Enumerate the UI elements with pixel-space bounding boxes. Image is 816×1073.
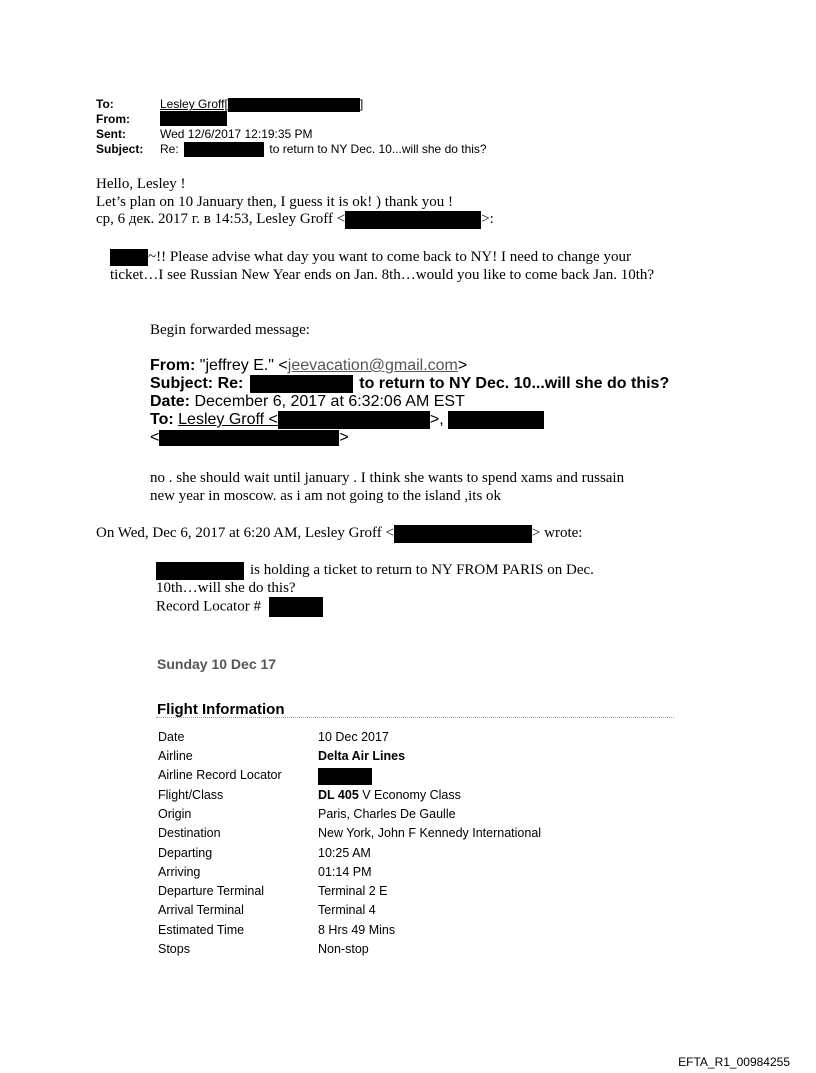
forward-body-1: no . she should wait until january . I think she wants to spend xams and russain [150, 470, 625, 486]
forward-from: From: "jeffrey E." <jeevacation@gmail.com> [150, 357, 468, 374]
holding-line-2: 10th…will she do this? [156, 580, 296, 596]
flight-info-title: Flight Information [157, 701, 285, 718]
redaction-block [269, 597, 323, 617]
forward-to: To: Lesley Groff < >, [150, 411, 544, 429]
redaction-block [156, 562, 244, 580]
redaction-block [110, 249, 148, 266]
from-label: From: [96, 112, 130, 126]
redaction-block [159, 430, 339, 446]
sent-label: Sent: [96, 127, 126, 141]
forward-date: Date: December 6, 2017 at 6:32:06 AM EST [150, 393, 465, 410]
redaction-block [345, 211, 481, 229]
subject-value: Re: to return to NY Dec. 10...will she do this? [160, 142, 487, 156]
section-divider [156, 717, 674, 718]
sent-value: Wed 12/6/2017 12:19:35 PM [160, 127, 313, 141]
redaction-block [278, 411, 430, 429]
to-label: To: [96, 97, 114, 111]
holding-line-1: is holding a ticket to return to NY FROM PARIS on Dec. [156, 561, 594, 580]
to-value: Lesley Groff[ ] [160, 97, 364, 111]
quoted-line-1: ~!! Please advise what day you want to come back to NY! I need to change your [110, 248, 631, 266]
email-link[interactable]: jeevacation@gmail.com [287, 357, 458, 374]
record-locator-line: Record Locator # [156, 597, 323, 617]
reply-text: Let’s plan on 10 January then, I guess it is ok! ) thank you ! [96, 194, 454, 210]
itinerary-date-heading: Sunday 10 Dec 17 [157, 656, 277, 672]
quoted-line-2: ticket…I see Russian New Year ends on Jan. 8th…would you like to come back Jan. 10th? [110, 267, 655, 283]
forward-subject: Subject: Re: to return to NY Dec. 10...will she do this? [150, 375, 670, 393]
reply-attribution: ср, 6 дек. 2017 г. в 14:53, Lesley Groff < >: [96, 211, 494, 227]
wrote-line: On Wed, Dec 6, 2017 at 6:20 AM, Lesley Groff < > wrote: [96, 525, 583, 541]
forward-body-2: new year in moscow. as i am not going to the island ,its ok [150, 488, 502, 504]
from-value [160, 111, 227, 126]
redaction-block [448, 411, 544, 429]
reply-greeting: Hello, Lesley ! [96, 176, 186, 192]
redaction-block [318, 768, 372, 785]
forward-intro: Begin forwarded message: [150, 322, 310, 338]
redaction-block [394, 525, 532, 543]
subject-label: Subject: [96, 142, 144, 156]
redaction-block [160, 111, 227, 126]
bates-number: EFTA_R1_00984255 [678, 1055, 790, 1069]
forward-to-cont: < > [150, 429, 349, 446]
redaction-block [228, 98, 360, 112]
redaction-block [184, 142, 264, 157]
redaction-block [250, 375, 353, 393]
